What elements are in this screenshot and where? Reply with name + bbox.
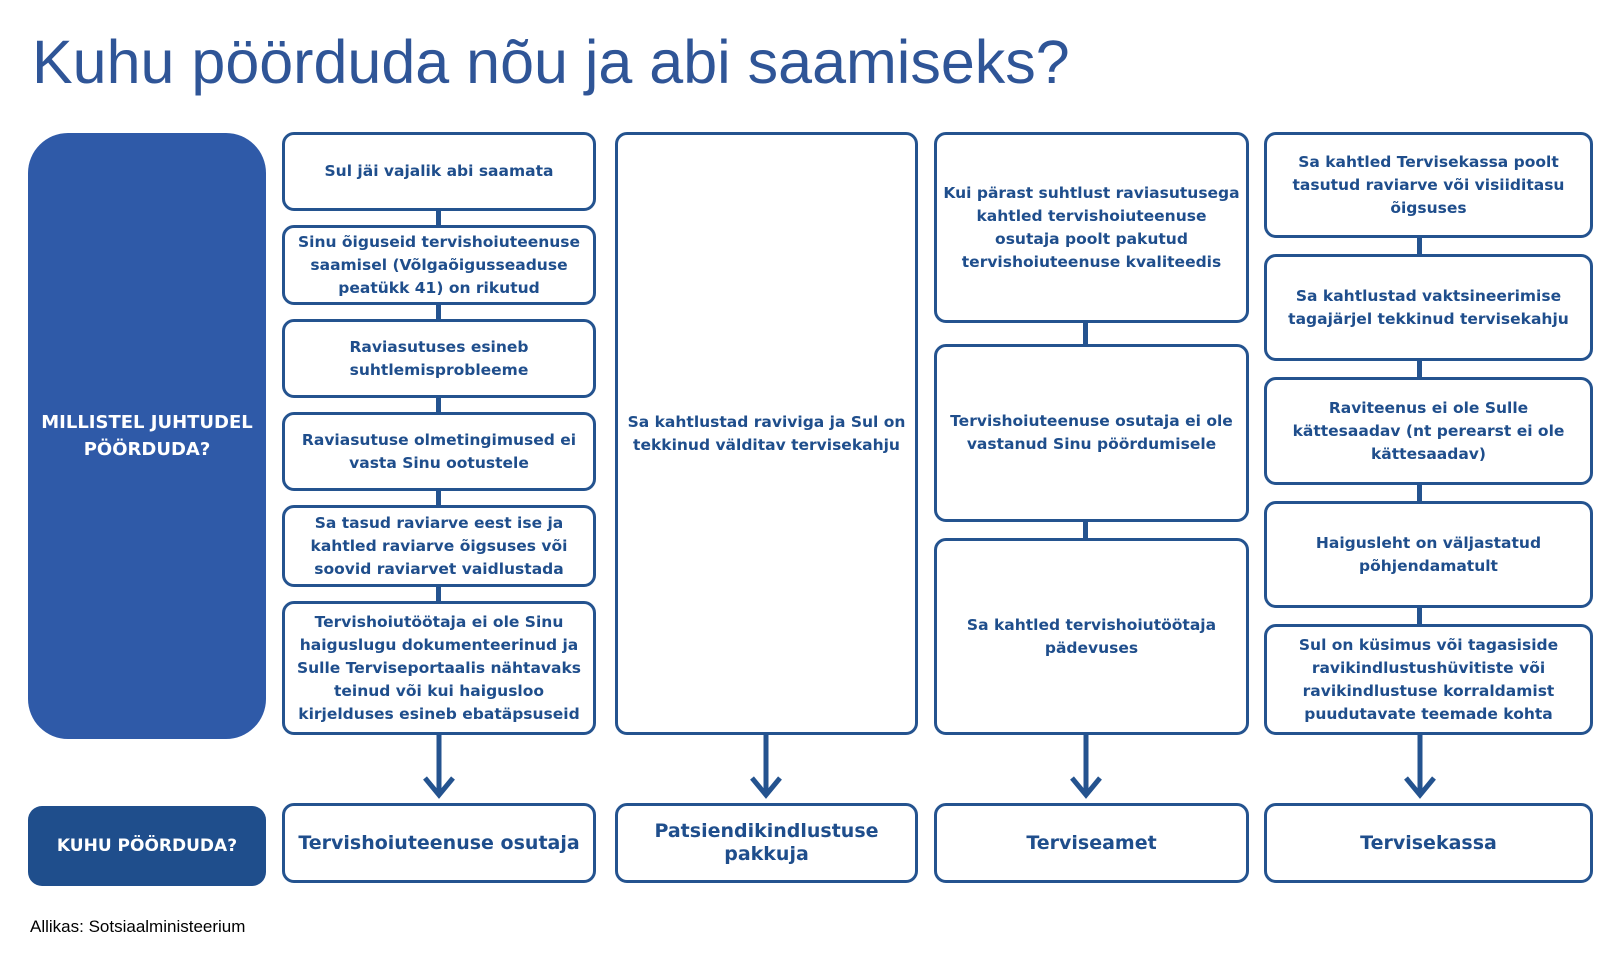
destination-box: Patsiendikindlustuse pakkuja xyxy=(615,803,918,883)
when-row-label: MILLISTEL JUHTUDEL PÖÖRDUDA? xyxy=(28,133,266,739)
source-caption: Allikas: Sotsiaalministeerium xyxy=(30,917,246,936)
destination-box: Terviseamet xyxy=(934,803,1249,883)
situation-box: Sa kahtlustad raviviga ja Sul on tekkinud välditav tervisekahju xyxy=(615,132,918,735)
situation-box: Kui pärast suhtlust raviasutusega kahtled tervishoiuteenuse osutaja poolt pakutud tervishoiuteenuse kvaliteedis xyxy=(934,132,1249,323)
situation-box: Tervishoiutöötaja ei ole Sinu haiguslugu dokumenteerinud ja Sulle Terviseportaalis nähtavaks teinud või kui haigusloo kirjelduses esineb ebatäpsuseid xyxy=(282,601,596,735)
page-title: Kuhu pöörduda nõu ja abi saamiseks? xyxy=(32,28,1070,96)
situation-box: Sa tasud raviarve eest ise ja kahtled raviarve õigsuses või soovid raviarvet vaidlustada xyxy=(282,505,596,587)
situation-box: Raviasutuses esineb suhtlemisprobleeme xyxy=(282,319,596,398)
destination-box: Tervishoiuteenuse osutaja xyxy=(282,803,596,883)
situation-box: Raviteenus ei ole Sulle kättesaadav (nt perearst ei ole kättesaadav) xyxy=(1264,377,1593,485)
situation-box: Sul jäi vajalik abi saamata xyxy=(282,132,596,211)
where-row-label: KUHU PÖÖRDUDA? xyxy=(28,806,266,886)
situation-box: Sul on küsimus või tagasiside ravikindlustushüvitiste või ravikindlustuse korraldamist puudutavate teemade kohta xyxy=(1264,624,1593,735)
situation-box: Tervishoiuteenuse osutaja ei ole vastanud Sinu pöördumisele xyxy=(934,344,1249,522)
situation-box: Sa kahtlustad vaktsineerimise tagajärjel tekkinud tervisekahju xyxy=(1264,254,1593,361)
destination-box: Tervisekassa xyxy=(1264,803,1593,883)
situation-box: Raviasutuse olmetingimused ei vasta Sinu ootustele xyxy=(282,412,596,491)
situation-box: Sa kahtled Tervisekassa poolt tasutud raviarve või visiiditasu õigsuses xyxy=(1264,132,1593,238)
situation-box: Sinu õiguseid tervishoiuteenuse saamisel (Võlgaõigusseaduse peatükk 41) on rikutud xyxy=(282,225,596,305)
situation-box: Haigusleht on väljastatud põhjendamatult xyxy=(1264,501,1593,608)
situation-box: Sa kahtled tervishoiutöötaja pädevuses xyxy=(934,538,1249,735)
